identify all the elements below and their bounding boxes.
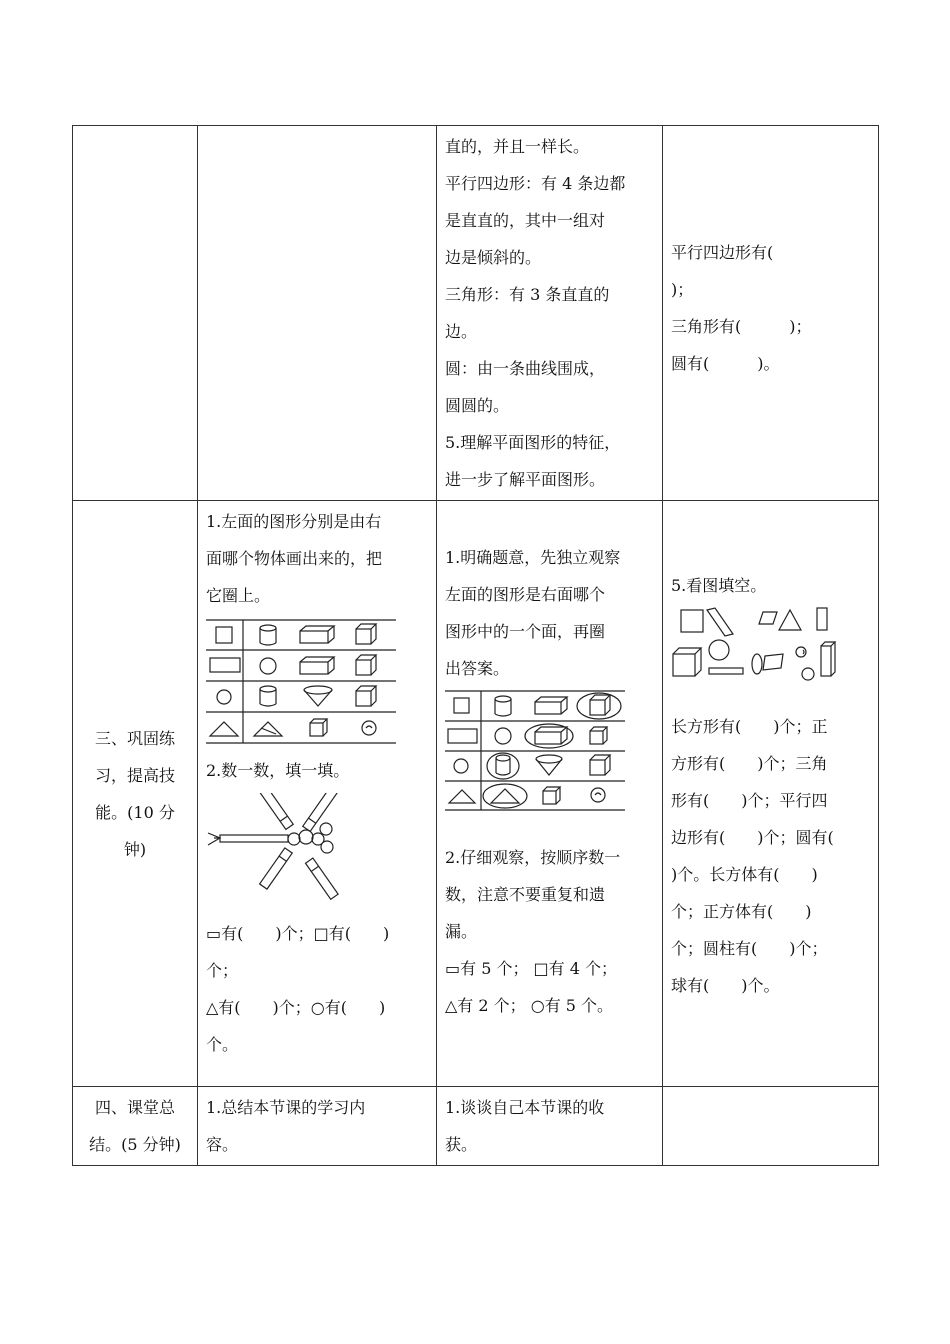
exercise-cell <box>663 1087 879 1166</box>
teacher-text-line: 1.总结本节课的学习内 <box>206 1098 366 1117</box>
exercise-text-line: 形有( )个；平行四 <box>671 791 828 810</box>
stage-text-line: 三、巩固练 <box>94 728 175 748</box>
student-text-line: 边。 <box>445 322 478 341</box>
teacher-text-line: 它圈上。 <box>206 586 271 605</box>
student-text-line: 圆：由一条曲线围成， <box>445 359 606 378</box>
student-text-line: 获。 <box>445 1135 478 1154</box>
exercise-text-line: 个；圆柱有( )个； <box>671 939 828 958</box>
counting-shapes-figure <box>206 793 356 905</box>
student-answer-line: ▭有 5 个； □有 4 个； <box>445 959 618 978</box>
lesson-plan-table <box>72 125 879 1166</box>
student-text-line: 1.谈谈自己本节课的收 <box>445 1098 605 1117</box>
stage-text-line: 四、课堂总 <box>94 1098 175 1117</box>
exercise-cell <box>663 501 879 1087</box>
teacher-text-line: 容。 <box>206 1135 239 1154</box>
mixed-shapes-figure <box>671 606 847 682</box>
answer-shape-figure <box>445 689 627 813</box>
exercise-text-line: 个；正方体有( ) <box>671 902 812 921</box>
shape-matching-figure <box>206 618 398 746</box>
exercise-cell <box>663 126 879 501</box>
exercise-text-line: )； <box>671 280 694 299</box>
exercise-text-line: 圆有( )。 <box>671 354 780 373</box>
exercise-title: 5.看图填空。 <box>671 576 767 595</box>
exercise-text-line: 方形有( )个；三角 <box>671 754 828 773</box>
stage-cell <box>73 126 198 501</box>
teacher-fill-line: 个。 <box>206 1035 239 1054</box>
teacher-question-2: 2.数一数，填一填。 <box>206 761 350 780</box>
student-text-line: 进一步了解平面图形。 <box>445 470 606 489</box>
teacher-cell <box>198 126 437 501</box>
student-text-line: 出答案。 <box>445 659 510 678</box>
stage-cell <box>73 501 198 1087</box>
stage-text-line: 能。(10 分 <box>95 802 175 822</box>
student-text-line: 直的，并且一样长。 <box>445 137 590 156</box>
student-text-line: 漏。 <box>445 922 478 941</box>
student-answer-line: △有 2 个； ○有 5 个。 <box>445 996 614 1015</box>
exercise-text-line: 球有( )个。 <box>671 976 780 995</box>
stage-text-line: 钟) <box>123 839 147 859</box>
teacher-fill-line: △有( )个；○有( ) <box>206 998 386 1017</box>
table-row <box>73 501 879 1087</box>
table-row <box>73 1087 879 1166</box>
student-text-line: 是直直的，其中一组对 <box>445 211 606 230</box>
student-cell <box>437 501 663 1087</box>
student-text-line: 圆圆的。 <box>445 396 510 415</box>
table-row <box>73 126 879 501</box>
student-text-line: 2.仔细观察，按顺序数一 <box>445 848 621 867</box>
teacher-fill-line: 个； <box>206 961 239 980</box>
student-text-line: 5.理解平面图形的特征， <box>445 433 621 452</box>
exercise-text-line: 三角形有( )； <box>671 317 812 336</box>
exercise-text-line: 平行四边形有( <box>671 243 774 262</box>
exercise-text-line: )个。长方体有( ) <box>671 865 818 884</box>
stage-cell <box>73 1087 198 1166</box>
exercise-text-line: 边形有( )个；圆有( <box>671 828 834 847</box>
exercise-text-line: 长方形有( )个；正 <box>671 717 828 736</box>
student-text-line: 1.明确题意，先独立观察 <box>445 548 621 567</box>
teacher-text-line: 面哪个物体画出来的，把 <box>206 549 383 568</box>
student-text-line: 平行四边形：有 4 条边都 <box>445 174 626 193</box>
teacher-text-line: 1.左面的图形分别是由右 <box>206 512 382 531</box>
stage-text-line: 结。(5 分钟) <box>89 1135 181 1154</box>
teacher-cell <box>198 1087 437 1166</box>
teacher-fill-line: ▭有( )个；□有( ) <box>206 924 390 943</box>
stage-text-line: 习，提高技 <box>94 765 175 785</box>
student-cell <box>437 126 663 501</box>
student-cell <box>437 1087 663 1166</box>
student-text-line: 图形中的一个面，再圈 <box>445 622 606 641</box>
student-text-line: 三角形：有 3 条直直的 <box>445 285 610 304</box>
student-text-line: 数，注意不要重复和遗 <box>445 885 606 904</box>
teacher-cell <box>198 501 437 1087</box>
student-text-line: 边是倾斜的。 <box>445 248 542 267</box>
student-text-line: 左面的图形是右面哪个 <box>445 585 606 604</box>
